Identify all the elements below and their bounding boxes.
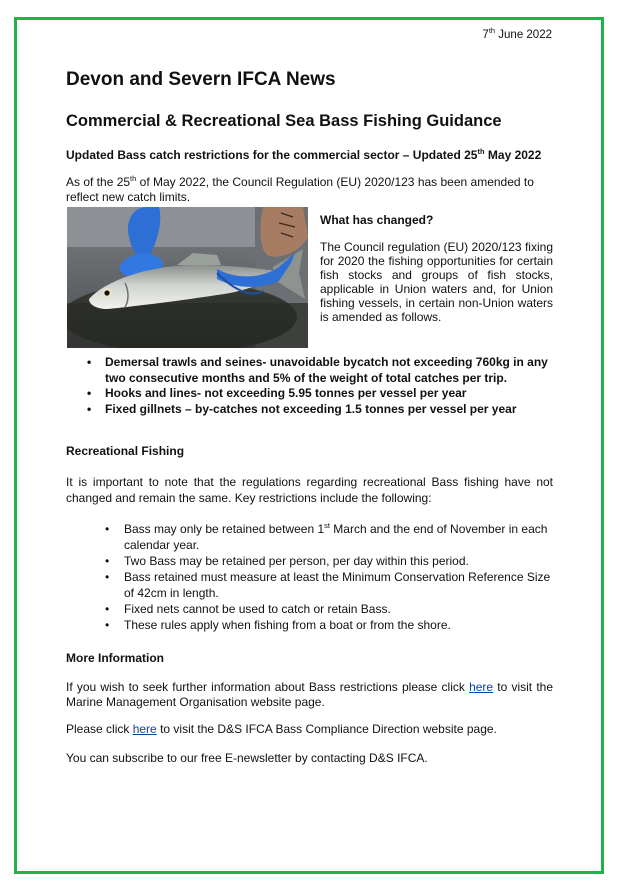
compliance-direction-link[interactable]: here xyxy=(132,722,157,736)
compliance-info-paragraph: Please click here to visit the D&S IFCA Bass Compliance Direction website page. xyxy=(66,722,497,736)
mmo-info-paragraph: If you wish to seek further information about Bass restrictions please click here to visit the Marine Management Organisation website page. xyxy=(66,680,554,709)
more-information-heading: More Information xyxy=(66,651,164,665)
list-item: • Fixed gillnets – by-catches not exceeding 1.5 tonnes per vessel per year xyxy=(84,402,554,418)
commercial-restrictions-list xyxy=(84,355,554,417)
recreational-intro: It is important to note that the regulations regarding recreational Bass fishing have not changed and remain the same. Key restrictions include the following: xyxy=(66,475,553,505)
list-item: • Fixed nets cannot be used to catch or retain Bass. xyxy=(104,601,553,617)
list-item: • These rules apply when fishing from a boat or from the shore. xyxy=(104,617,553,633)
article-title: Commercial & Recreational Sea Bass Fishing Guidance xyxy=(66,112,502,130)
list-item: • Bass may only be retained between 1st March and the end of November in each calendar year. xyxy=(104,521,553,553)
list-item: • Hooks and lines- not exceeding 5.95 tonnes per vessel per year xyxy=(84,386,554,402)
commercial-heading: Updated Bass catch restrictions for the commercial sector – Updated 25th May 2022 xyxy=(66,147,542,162)
list-item: • Bass retained must measure at least the Minimum Conservation Reference Size of 42cm in length. xyxy=(104,569,553,601)
newsletter-subscribe-text: You can subscribe to our free E-newsletter by contacting D&S IFCA. xyxy=(66,751,428,765)
list-item: • Demersal trawls and seines- unavoidable bycatch not exceeding 760kg in any two consecutive months and 5% of the weight of total catches per trip. xyxy=(84,355,554,386)
list-item: • Two Bass may be retained per person, per day within this period. xyxy=(104,553,553,569)
what-changed-heading: What has changed? xyxy=(320,213,434,227)
sea-bass-photo xyxy=(67,207,308,348)
issue-date: 7th June 2022 xyxy=(482,26,552,41)
commercial-intro: As of the 25th of May 2022, the Council Regulation (EU) 2020/123 has been amended to reflect new catch limits. xyxy=(66,174,534,204)
recreational-heading: Recreational Fishing xyxy=(66,444,185,458)
mmo-link[interactable]: here xyxy=(469,680,494,694)
recreational-restrictions-list xyxy=(104,521,553,633)
bass-in-crate-image xyxy=(67,207,308,348)
what-changed-text: The Council regulation (EU) 2020/123 fixing for 2020 the fishing opportunities for certain fish stocks and groups of fish stocks, applicable in Union waters and, for Union fishing vessels, in certain non-Union waters is amended as follows. xyxy=(320,240,553,324)
newsletter-title: Devon and Severn IFCA News xyxy=(66,69,336,90)
